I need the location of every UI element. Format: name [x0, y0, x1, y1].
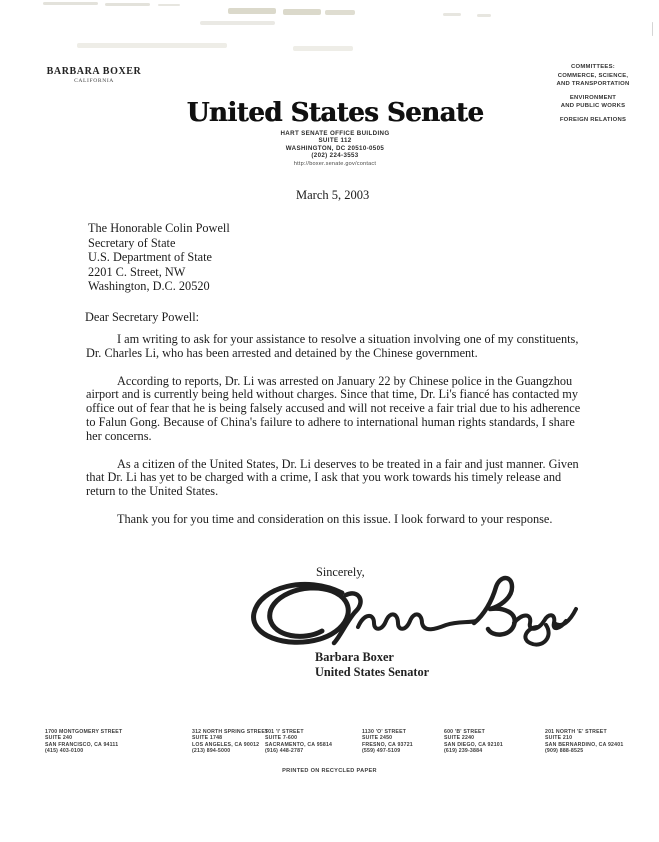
- scan-artifact: [652, 22, 653, 36]
- scan-artifact: [477, 14, 491, 17]
- closing: Sincerely,: [316, 565, 365, 579]
- office-line: (213) 894-5000: [192, 747, 231, 754]
- sender-name: BARBARA BOXER: [46, 66, 142, 77]
- recycled-paper-notice: PRINTED ON RECYCLED PAPER: [282, 768, 377, 774]
- paragraph: As a citizen of the United States, Dr. Li deserves to be treated in a fair and just manner. Given that Dr. Li has yet to be charged with a crime, I ask that you work towards his timely release and return to the United States.: [86, 456, 579, 499]
- letter-body: [86, 333, 591, 541]
- office-line: SUITE 2450: [362, 735, 393, 742]
- office-line: FRESNO, CA 93721: [362, 741, 413, 748]
- suite-line: SUITE 112: [318, 137, 352, 145]
- committee-line: ENVIRONMENT: [569, 94, 617, 101]
- signer-block: [315, 650, 429, 679]
- office-line: SAN FRANCISCO, CA 94111: [45, 741, 119, 748]
- office-line: 201 NORTH 'E' STREET: [545, 729, 607, 735]
- office-line: SUITE 2240: [444, 735, 475, 742]
- scan-artifact: [105, 3, 150, 6]
- office-sacramento: [265, 729, 332, 754]
- office-line: 1130 'O' STREET: [362, 729, 407, 735]
- senate-title: United States Senate: [186, 98, 484, 128]
- office-line: 501 'I' STREET: [265, 729, 304, 735]
- recipient-line: Secretary of State: [88, 235, 176, 250]
- office-line: 1700 MONTGOMERY STREET: [45, 729, 123, 735]
- office-building-line: HART SENATE OFFICE BUILDING: [280, 130, 390, 137]
- paragraph: Thank you for you time and consideration on this issue. I look forward to your response.: [117, 511, 553, 526]
- office-line: (619) 239-3884: [444, 747, 483, 754]
- scan-artifact: [43, 2, 98, 5]
- city-line: WASHINGTON, DC 20510-0505: [285, 144, 385, 152]
- handwritten-signature: [246, 571, 578, 653]
- office-line: SUITE 210: [545, 735, 573, 742]
- salutation: Dear Secretary Powell:: [85, 310, 200, 324]
- office-line: (909) 888-8525: [545, 747, 584, 754]
- signer-title: United States Senator: [315, 664, 430, 679]
- recipient-line: Washington, D.C. 20520: [88, 279, 210, 294]
- office-line: 312 NORTH SPRING STREET: [192, 729, 269, 735]
- recipient-line: The Honorable Colin Powell: [88, 221, 230, 235]
- committee-line: AND PUBLIC WORKS: [560, 103, 626, 110]
- phone-line: (202) 224-3553: [311, 152, 359, 160]
- office-line: SACRAMENTO, CA 95814: [265, 741, 333, 748]
- office-san-bernardino: [545, 729, 623, 754]
- office-line: (916) 448-2787: [265, 747, 304, 754]
- sender-state: CALIFORNIA: [74, 78, 114, 84]
- committee-line: AND TRANSPORTATION: [556, 81, 630, 88]
- scan-artifact: [283, 9, 321, 15]
- office-line: (559) 497-5109: [362, 747, 401, 754]
- letterhead-sender-block: [44, 66, 144, 84]
- letter-date: March 5, 2003: [296, 188, 370, 202]
- scan-artifact: [158, 4, 180, 6]
- recipient-line: 2201 C. Street, NW: [88, 264, 186, 279]
- office-san-diego: [444, 729, 503, 754]
- office-fresno: [362, 729, 413, 754]
- office-line: SAN DIEGO, CA 92101: [444, 741, 503, 748]
- recipient-line: U.S. Department of State: [88, 250, 212, 265]
- office-line: SUITE 7-600: [265, 735, 298, 742]
- committees-heading: COMMITTEES:: [571, 64, 615, 70]
- committee-line: FOREIGN RELATIONS: [559, 116, 627, 123]
- office-line: SUITE 1748: [192, 735, 223, 742]
- office-los-angeles: [192, 729, 268, 754]
- website-line: http://boxer.senate.gov/contact: [293, 160, 377, 167]
- signer-name: Barbara Boxer: [315, 650, 394, 664]
- office-line: (415) 403-0100: [45, 747, 84, 754]
- paragraph: I am writing to ask for your assistance to resolve a situation involving one of my constituents, Dr. Charles Li, who has been arrested and detained by the Chinese government.: [86, 332, 579, 360]
- scan-artifact: [77, 43, 227, 48]
- office-line: SUITE 240: [45, 735, 73, 742]
- scan-artifact: [443, 13, 461, 16]
- office-line: SAN BERNARDINO, CA 92401: [545, 741, 624, 748]
- office-san-francisco: [45, 729, 122, 754]
- masthead: [175, 98, 495, 167]
- paragraph: According to reports, Dr. Li was arrested on January 22 by Chinese police in the Guangzhou airport and is currently being held without charges. Since that time, Dr. Li's fiancé has contacted my office out of fear that he is being falsely accused and will not receive a fair trial due to his adherence to Falun Gong. Because of China's failure to adhere to international human rights standards, I share her concerns.: [86, 373, 581, 443]
- committee-line: COMMERCE, SCIENCE,: [557, 72, 629, 79]
- office-line: LOS ANGELES, CA 90012: [192, 741, 260, 748]
- scan-artifact: [325, 10, 355, 15]
- office-line: 600 'B' STREET: [444, 729, 486, 735]
- committees-block: [528, 63, 658, 125]
- scan-artifact: [228, 8, 276, 14]
- scan-artifact: [200, 21, 275, 25]
- scan-artifact: [293, 46, 353, 51]
- recipient-address-block: [88, 221, 230, 294]
